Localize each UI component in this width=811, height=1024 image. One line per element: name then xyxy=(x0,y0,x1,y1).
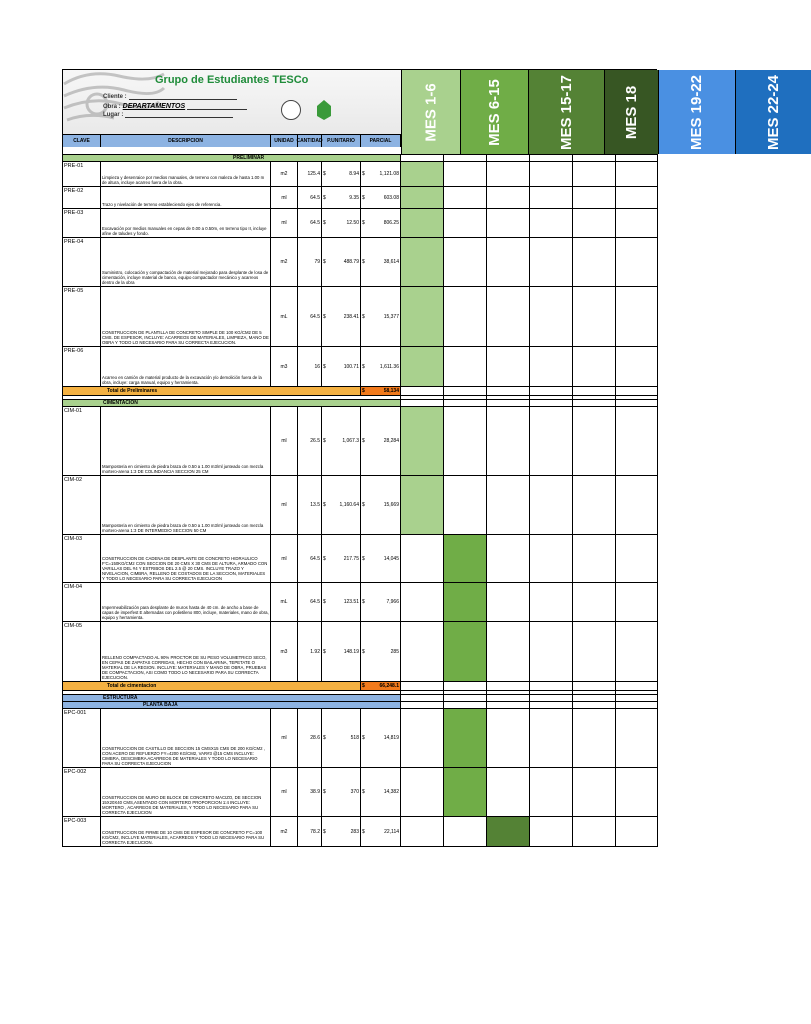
schedule-cell xyxy=(444,768,487,817)
item-partial: 603.08 xyxy=(371,187,401,209)
schedule-cell xyxy=(487,622,530,682)
currency-sign: $ xyxy=(361,187,371,209)
item-partial: 285 xyxy=(371,622,401,682)
item-code: EPC-001 xyxy=(63,709,101,768)
item-description: CONSTRUCCION DE MURO DE BLOCK DE CONCRETO MACIZO, DE SECCION 15X20X40 CMS,ASENTADO CON MORTERO PROPORCION 1:4 INCLUYE: MORTERO , ACARREOS DE MATERIALES, Y TODO LO NECESARIO PARA SU CORRECTA EJECUCION xyxy=(101,768,271,817)
item-code: CIM-01 xyxy=(63,407,101,476)
item-description: CONSTRUCCION DE CASTILLO DE SECCION 15 CMSX15 CMS DE 200 KG/CM2 , CON ACERO DE REFUERZO FY=4200 KG/CM2, VAR#3 @15 CMS INCLUYE: CIMBRA, DESCIMBRA ACARREOS DE MATERIALES Y TODO LO NECESARIO PARA SU CORRECTA EJECUCION xyxy=(101,709,271,768)
leaf-logo-icon xyxy=(317,100,331,120)
month-label: MES 22-24 xyxy=(764,74,782,150)
schedule-cell xyxy=(616,187,658,209)
item-description: Mamposteria en cimiento de piedra braza de 0.50 a 1.00 m3/ml junteado con mezcla mortero-arena 1:3 DE INTERMEDIO SECCION 50 CM xyxy=(101,476,271,535)
schedule-cell xyxy=(401,695,444,702)
col-punitario: P.UNITARIO xyxy=(322,135,361,147)
currency-sign: $ xyxy=(361,476,371,535)
month-label: MES 18 xyxy=(623,85,641,139)
schedule-cell xyxy=(487,407,530,476)
currency-sign: $ xyxy=(322,476,332,535)
section-title: CIMENTACION xyxy=(63,400,401,407)
item-unit: mL xyxy=(271,287,298,347)
schedule-cell xyxy=(401,702,444,709)
schedule-cell xyxy=(573,768,616,817)
item-unit-price: 217.75 xyxy=(332,535,361,583)
group-title: Grupo de Estudiantes TESCo xyxy=(155,74,309,86)
schedule-cell xyxy=(487,768,530,817)
schedule-cell xyxy=(616,702,658,709)
currency-sign: $ xyxy=(361,682,371,691)
schedule-cell xyxy=(401,768,444,817)
schedule-cell xyxy=(573,535,616,583)
item-quantity: 13.5 xyxy=(298,476,322,535)
item-unit-price: 283 xyxy=(332,817,361,847)
section-title: PLANTA BAJA xyxy=(63,702,401,709)
schedule-cell xyxy=(401,162,444,187)
schedule-cell xyxy=(444,287,487,347)
month-header xyxy=(658,70,734,154)
schedule-cell xyxy=(530,347,573,387)
currency-sign: $ xyxy=(322,238,332,287)
item-description: Acarreo en camión de material producto de la excavación y/o demolición fuera de la obra, incluye: carga manual, equipo y herramienta. xyxy=(101,347,271,387)
schedule-cell xyxy=(573,622,616,682)
schedule-cell xyxy=(401,817,444,847)
item-description: Suministro, colocación y compactación de material mejorado para desplante de losa de cimentación, incluye material de banco, equipo compactador mecánico y acarreos dentro de la obra xyxy=(101,238,271,287)
month-header xyxy=(735,70,811,154)
schedule-cell xyxy=(401,476,444,535)
schedule-cell xyxy=(616,535,658,583)
schedule-cell xyxy=(444,583,487,622)
item-code: EPC-003 xyxy=(63,817,101,847)
item-unit-price: 518 xyxy=(332,709,361,768)
work-field: Obra : DEPARTAMENTOS xyxy=(103,103,247,110)
currency-sign: $ xyxy=(322,162,332,187)
currency-sign: $ xyxy=(322,709,332,768)
schedule-cell xyxy=(487,287,530,347)
col-unidad: UNIDAD xyxy=(271,135,298,147)
budget-row xyxy=(63,238,658,287)
item-unit-price: 1,067.3 xyxy=(332,407,361,476)
section-row xyxy=(63,400,658,407)
item-unit: mL xyxy=(271,583,298,622)
schedule-cell xyxy=(444,682,487,691)
currency-sign: $ xyxy=(322,407,332,476)
schedule-cell xyxy=(616,400,658,407)
schedule-cell xyxy=(530,476,573,535)
schedule-cell xyxy=(573,476,616,535)
schedule-cell xyxy=(573,817,616,847)
total-amount: 66,248.1 xyxy=(371,682,401,691)
item-partial: 28,284 xyxy=(371,407,401,476)
schedule-cell xyxy=(530,709,573,768)
month-label: MES 15-17 xyxy=(558,74,576,150)
item-unit: m2 xyxy=(271,238,298,287)
currency-sign: $ xyxy=(361,709,371,768)
schedule-cell xyxy=(530,400,573,407)
currency-sign: $ xyxy=(361,209,371,238)
month-label: MES 1-6 xyxy=(422,82,440,142)
schedule-cell xyxy=(616,695,658,702)
total-amount: 58,134 xyxy=(371,387,401,396)
schedule-cell xyxy=(530,162,573,187)
schedule-cell xyxy=(573,407,616,476)
item-unit: ml xyxy=(271,709,298,768)
item-partial: 15,377 xyxy=(371,287,401,347)
total-row xyxy=(63,387,658,396)
schedule-cell xyxy=(487,817,530,847)
schedule-cell xyxy=(530,287,573,347)
schedule-cell xyxy=(530,682,573,691)
item-partial: 1,611.36 xyxy=(371,347,401,387)
currency-sign: $ xyxy=(322,209,332,238)
currency-sign: $ xyxy=(322,347,332,387)
schedule-cell xyxy=(444,702,487,709)
item-unit-price: 370 xyxy=(332,768,361,817)
currency-sign: $ xyxy=(361,287,371,347)
currency-sign: $ xyxy=(322,583,332,622)
schedule-cell xyxy=(530,387,573,396)
schedule-cell xyxy=(487,162,530,187)
schedule-cell xyxy=(573,155,616,162)
currency-sign: $ xyxy=(361,768,371,817)
currency-sign: $ xyxy=(361,347,371,387)
schedule-cell xyxy=(401,209,444,238)
schedule-cell xyxy=(616,162,658,187)
item-quantity: 79 xyxy=(298,238,322,287)
schedule-cell xyxy=(573,238,616,287)
budget-row xyxy=(63,622,658,682)
schedule-cell xyxy=(444,535,487,583)
total-row xyxy=(63,682,658,691)
item-partial: 14,045 xyxy=(371,535,401,583)
schedule-cell xyxy=(487,155,530,162)
month-header xyxy=(604,70,658,154)
currency-sign: $ xyxy=(361,387,371,396)
schedule-cell xyxy=(401,535,444,583)
schedule-cell xyxy=(530,622,573,682)
schedule-cell xyxy=(444,347,487,387)
item-partial: 806.25 xyxy=(371,209,401,238)
schedule-cell xyxy=(530,155,573,162)
item-unit: ml xyxy=(271,476,298,535)
schedule-cell xyxy=(444,400,487,407)
schedule-cell xyxy=(487,476,530,535)
schedule-cell xyxy=(616,347,658,387)
item-quantity: 1.92 xyxy=(298,622,322,682)
schedule-cell xyxy=(401,583,444,622)
item-partial: 14,382 xyxy=(371,768,401,817)
item-quantity: 38.9 xyxy=(298,768,322,817)
item-quantity: 64.5 xyxy=(298,535,322,583)
item-partial: 22,114 xyxy=(371,817,401,847)
budget-row xyxy=(63,768,658,817)
item-quantity: 125.4 xyxy=(298,162,322,187)
schedule-cell xyxy=(616,583,658,622)
schedule-cell xyxy=(487,400,530,407)
item-code: PRE-06 xyxy=(63,347,101,387)
schedule-cell xyxy=(573,187,616,209)
section-row xyxy=(63,702,658,709)
item-unit-price: 1,160.64 xyxy=(332,476,361,535)
item-unit: ml xyxy=(271,209,298,238)
item-unit: ml xyxy=(271,187,298,209)
schedule-cell xyxy=(573,162,616,187)
schedule-cell xyxy=(487,187,530,209)
item-code: CIM-05 xyxy=(63,622,101,682)
budget-row xyxy=(63,162,658,187)
item-unit-price: 12.50 xyxy=(332,209,361,238)
item-partial: 7,966 xyxy=(371,583,401,622)
schedule-cell xyxy=(573,387,616,396)
currency-sign: $ xyxy=(361,407,371,476)
month-header xyxy=(460,70,528,154)
schedule-cell xyxy=(573,583,616,622)
schedule-cell xyxy=(616,768,658,817)
schedule-cell xyxy=(530,187,573,209)
section-title: PRELIMINAR xyxy=(63,155,401,162)
schedule-cell xyxy=(487,387,530,396)
schedule-cell xyxy=(444,817,487,847)
col-descripcion: DESCRIPCION xyxy=(101,135,271,147)
budget-row xyxy=(63,209,658,238)
budget-row xyxy=(63,476,658,535)
schedule-cell xyxy=(401,287,444,347)
item-code: EPC-002 xyxy=(63,768,101,817)
month-label: MES 6-15 xyxy=(486,78,504,146)
month-label: MES 19-22 xyxy=(688,74,706,150)
schedule-cell xyxy=(616,209,658,238)
work-value: DEPARTAMENTOS xyxy=(122,103,186,110)
schedule-cell xyxy=(530,535,573,583)
item-unit-price: 8.94 xyxy=(332,162,361,187)
budget-row xyxy=(63,287,658,347)
item-code: PRE-02 xyxy=(63,187,101,209)
item-unit: ml xyxy=(271,768,298,817)
item-code: PRE-01 xyxy=(63,162,101,187)
budget-row xyxy=(63,817,658,847)
schedule-cell xyxy=(573,400,616,407)
schedule-cell xyxy=(616,476,658,535)
item-code: CIM-02 xyxy=(63,476,101,535)
item-description: CONSTRUCCION DE PLANTILLA DE CONCRETO SIMPLE DE 100 KG/CM2 DE 5 CMS. DE ESPESOR, INCLUYE: ACARREOS DE MATERIALES, LIMPIEZA, MANO DE OBRA Y TODO LO NECESARIO PARA SU CORRECTA EJECUCION. xyxy=(101,287,271,347)
schedule-cell xyxy=(573,347,616,387)
budget-row xyxy=(63,535,658,583)
item-code: PRE-04 xyxy=(63,238,101,287)
currency-sign: $ xyxy=(361,238,371,287)
month-headers xyxy=(401,70,782,154)
schedule-cell xyxy=(401,387,444,396)
item-quantity: 64.5 xyxy=(298,287,322,347)
currency-sign: $ xyxy=(361,622,371,682)
schedule-cell xyxy=(530,209,573,238)
currency-sign: $ xyxy=(361,817,371,847)
item-unit-price: 100.71 xyxy=(332,347,361,387)
item-unit-price: 123.51 xyxy=(332,583,361,622)
schedule-cell xyxy=(616,682,658,691)
schedule-cell xyxy=(444,238,487,287)
section-row xyxy=(63,155,658,162)
sheet-header xyxy=(62,69,782,154)
section-row xyxy=(63,695,658,702)
schedule-cell xyxy=(444,187,487,209)
schedule-cell xyxy=(444,476,487,535)
currency-sign: $ xyxy=(361,162,371,187)
schedule-cell xyxy=(530,702,573,709)
item-partial: 15,669 xyxy=(371,476,401,535)
item-partial: 1,121.08 xyxy=(371,162,401,187)
item-quantity: 28.6 xyxy=(298,709,322,768)
currency-sign: $ xyxy=(361,583,371,622)
schedule-cell xyxy=(487,209,530,238)
budget-table xyxy=(62,154,658,847)
item-unit: m2 xyxy=(271,817,298,847)
item-partial: 38,614 xyxy=(371,238,401,287)
schedule-cell xyxy=(530,583,573,622)
currency-sign: $ xyxy=(322,817,332,847)
schedule-cell xyxy=(616,622,658,682)
schedule-cell xyxy=(530,817,573,847)
schedule-cell xyxy=(444,695,487,702)
schedule-cell xyxy=(401,622,444,682)
item-partial: 14,819 xyxy=(371,709,401,768)
schedule-cell xyxy=(573,695,616,702)
item-description: Mamposteria en cimiento de piedra braza de 0.50 a 1.00 m3/ml junteado con mezcla mortero-arena 1:3 DE COLINDANCIA SECCION 25 CM xyxy=(101,407,271,476)
item-unit: ml xyxy=(271,535,298,583)
schedule-cell xyxy=(616,709,658,768)
currency-sign: $ xyxy=(322,287,332,347)
schedule-cell xyxy=(401,400,444,407)
schedule-cell xyxy=(487,583,530,622)
budget-row xyxy=(63,347,658,387)
schedule-cell xyxy=(616,287,658,347)
item-code: CIM-04 xyxy=(63,583,101,622)
schedule-cell xyxy=(530,695,573,702)
col-cantidad: CANTIDAD xyxy=(298,135,322,147)
item-description: RELLENO COMPACTADO AL 90% PROCTOR DE SU PESO VOLUMETRICO SECO, EN CEPAS DE ZAPATAS CORRIDAS, HECHO CON BAILARINA, TEPETATE O MATERIAL DE LA REGION. INCLUYE: MATERIALES Y MANO DE OBRA, PRUEBAS DE COMPACTACION, ASI COMO TODO LO NECESARIO PARA SU CORRECTA EJECUCION. xyxy=(101,622,271,682)
schedule-cell xyxy=(616,817,658,847)
schedule-cell xyxy=(401,709,444,768)
item-unit-price: 148.19 xyxy=(332,622,361,682)
group-logo-icon xyxy=(59,64,169,140)
item-description: Excavación por medios manuales en cepas de 0.00 a 0.50m, en terreno tipo II, incluye afine de taludes y fondo. xyxy=(101,209,271,238)
schedule-cell xyxy=(444,709,487,768)
item-code: CIM-03 xyxy=(63,535,101,583)
schedule-cell xyxy=(401,682,444,691)
item-unit: m3 xyxy=(271,622,298,682)
schedule-cell xyxy=(487,695,530,702)
schedule-cell xyxy=(487,347,530,387)
budget-row xyxy=(63,583,658,622)
item-unit-price: 9.35 xyxy=(332,187,361,209)
item-unit: m3 xyxy=(271,347,298,387)
item-unit-price: 488.79 xyxy=(332,238,361,287)
currency-sign: $ xyxy=(322,187,332,209)
client-field: Cliente : xyxy=(103,94,237,100)
budget-row xyxy=(63,709,658,768)
item-description: Impermeabilización para desplante de muros hasta de 40 cm. de ancho a base de capas de imperfest E alternadas con polietileno 800, incluye, materiales, mano de obra, equipo y herramienta. xyxy=(101,583,271,622)
schedule-cell xyxy=(573,209,616,238)
currency-sign: $ xyxy=(322,622,332,682)
item-unit: m2 xyxy=(271,162,298,187)
month-header xyxy=(528,70,604,154)
item-code: PRE-03 xyxy=(63,209,101,238)
item-unit-price: 238.41 xyxy=(332,287,361,347)
month-header xyxy=(401,70,460,154)
schedule-cell xyxy=(573,682,616,691)
item-quantity: 64.5 xyxy=(298,583,322,622)
item-unit: ml xyxy=(271,407,298,476)
item-description: Trazo y nivelación de terreno estableciendo ejes de referencia. xyxy=(101,187,271,209)
schedule-cell xyxy=(444,162,487,187)
schedule-cell xyxy=(616,238,658,287)
budget-sheet xyxy=(62,69,782,847)
place-field: Lugar : xyxy=(103,112,233,118)
schedule-cell xyxy=(444,622,487,682)
item-quantity: 64.5 xyxy=(298,187,322,209)
schedule-cell xyxy=(401,155,444,162)
currency-sign: $ xyxy=(322,535,332,583)
schedule-cell xyxy=(487,702,530,709)
project-info xyxy=(63,70,401,134)
item-quantity: 16 xyxy=(298,347,322,387)
item-quantity: 78.2 xyxy=(298,817,322,847)
item-code: PRE-05 xyxy=(63,287,101,347)
schedule-cell xyxy=(530,238,573,287)
section-title: ESTRUCTURA xyxy=(63,695,401,702)
schedule-cell xyxy=(401,407,444,476)
schedule-cell xyxy=(444,155,487,162)
schedule-cell xyxy=(530,768,573,817)
schedule-cell xyxy=(401,238,444,287)
schedule-cell xyxy=(444,209,487,238)
schedule-cell xyxy=(573,702,616,709)
total-label: Total de cimentacion xyxy=(63,682,361,691)
schedule-cell xyxy=(573,709,616,768)
schedule-cell xyxy=(444,407,487,476)
schedule-cell xyxy=(401,187,444,209)
schedule-cell xyxy=(616,407,658,476)
schedule-cell xyxy=(401,347,444,387)
schedule-cell xyxy=(616,155,658,162)
currency-sign: $ xyxy=(322,768,332,817)
schedule-cell xyxy=(444,387,487,396)
schedule-cell xyxy=(487,682,530,691)
item-quantity: 64.5 xyxy=(298,209,322,238)
col-clave: CLAVE xyxy=(63,135,101,147)
schedule-cell xyxy=(487,709,530,768)
schedule-cell xyxy=(573,287,616,347)
col-parcial: PARCIAL xyxy=(361,135,401,147)
schedule-cell xyxy=(487,535,530,583)
schedule-cell xyxy=(487,238,530,287)
budget-row xyxy=(63,187,658,209)
item-quantity: 26.5 xyxy=(298,407,322,476)
column-header xyxy=(63,134,401,147)
item-description: CONSTRUCCION DE FIRME DE 10 CMS DE ESPESOR DE CONCRETO F'C=100 KG/CM2, INCLUYE MATERIALES, ACARREOS Y TODO LO NECESARIO PARA SU CORRECTA EJECUCION. xyxy=(101,817,271,847)
currency-sign: $ xyxy=(361,535,371,583)
item-description: Limpieza y desenraice por medios manuales, de terreno con maleza de hasta 1.00 m de altura, incluye acarreo fuera de la obra. xyxy=(101,162,271,187)
item-description: CONSTRUCCION DE CADENA DE DESPLANTE DE CONCRETO HIDRAULICO F'C=150KG/CM2 CON SECCION DE 20 CMS X 30 CMS DE ALTURA, ARMADO CON VARILLAS DEL #4 Y ESTRIBOS DEL 2.5 @ 20 CMS. INCLUYE TRAZO Y NIVELACION, CIMBRA, RELLENO DE COSTADOS DE LA SECCION, MATERIALES Y TODO LO NECESARIO PARA SU CORRECTA EJECUCION xyxy=(101,535,271,583)
seal-icon xyxy=(281,100,301,120)
budget-row xyxy=(63,407,658,476)
total-label: Total de Preliminares xyxy=(63,387,361,396)
schedule-cell xyxy=(616,387,658,396)
schedule-cell xyxy=(530,407,573,476)
